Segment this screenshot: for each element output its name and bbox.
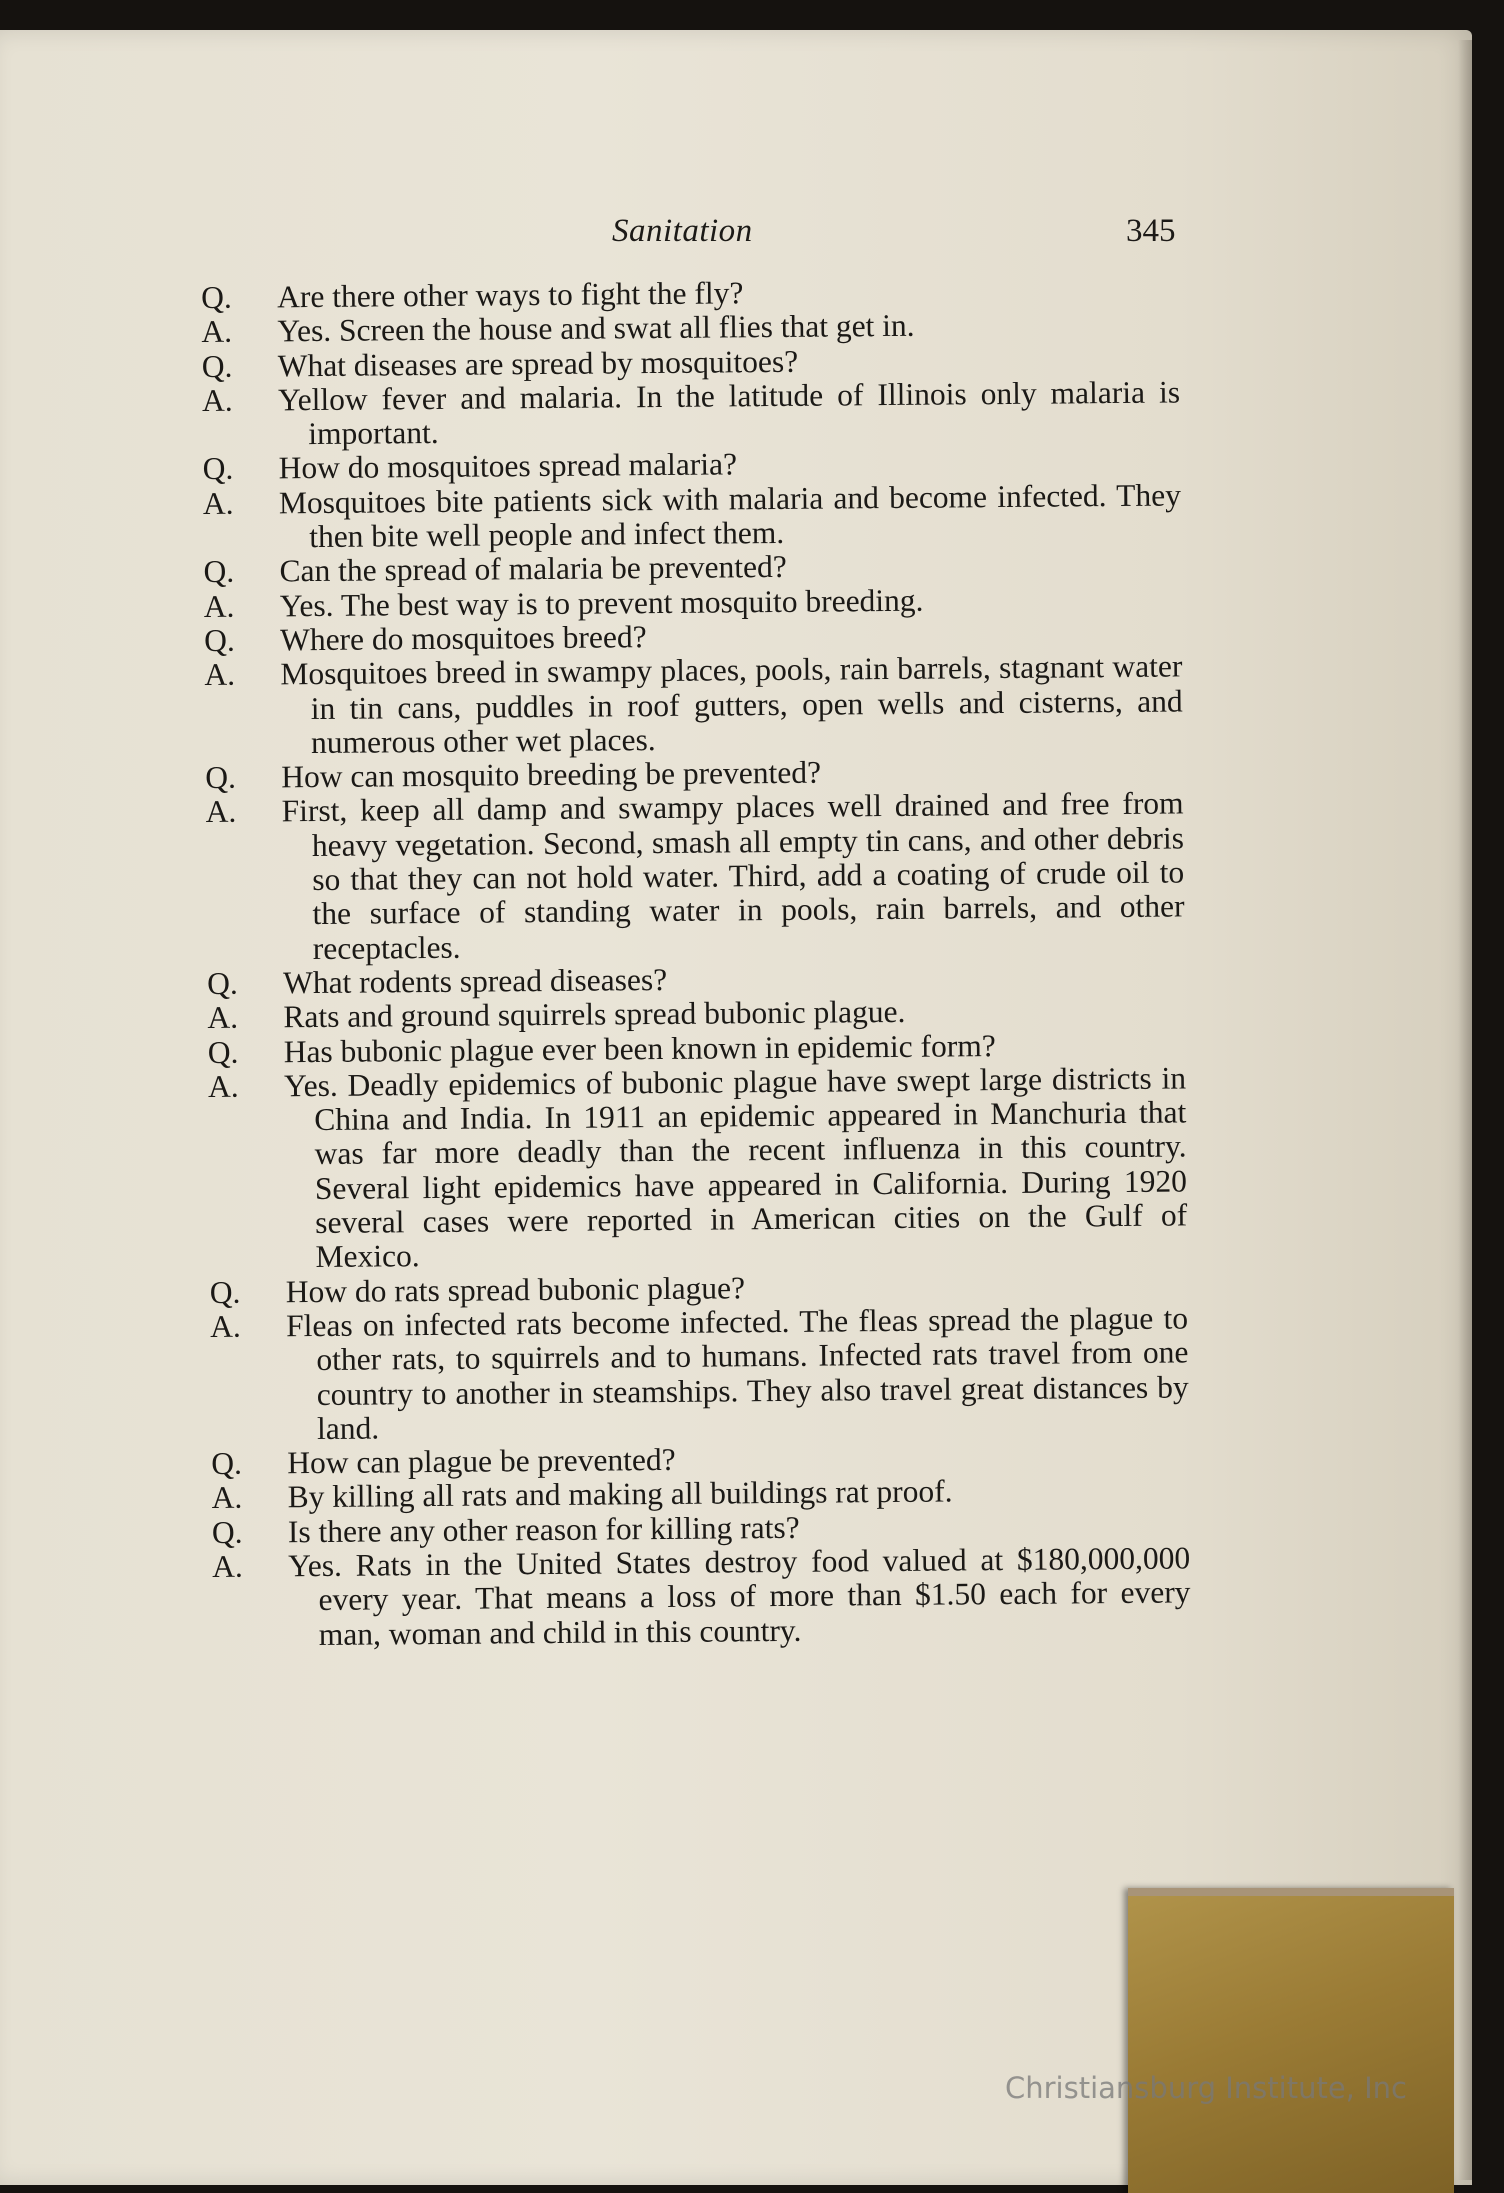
entry-label: A. [207, 1068, 239, 1104]
entry-label: Q. [200, 279, 232, 315]
entry-text: Is there any other reason for killing rats? [287, 1509, 800, 1549]
watermark: Christiansburg Institute, Inc [1005, 2071, 1407, 2105]
entry-text: Mosquitoes breed in swampy places, pools, rain barrels, stagnant water in tin cans, puddles in roof gutters, open wells and cisterns, and numerous other wet places. [280, 648, 1183, 760]
entry-label: Q. [205, 759, 237, 796]
entry-text: By killing all rats and making all buildings rat proof. [287, 1473, 953, 1515]
entry-text: Yes. Rats in the United States destroy food valued at $180,000,000 every year. That means a loss of more than $1.50 each for every man, woman and child in this country. [288, 1540, 1191, 1652]
entry-text: Yellow fever and malaria. In the latitude of Illinois only malaria is important. [277, 374, 1181, 452]
entry-text: Fleas on infected rats become infected. The fleas spread the plague to other rats, to squirrels and to humans. Infected rats travel from one country to another in steamships. They also travel great distances by land. [285, 1300, 1189, 1446]
entry-label: Q. [203, 622, 235, 658]
answer-entry [204, 650, 1183, 761]
entry-label: Q. [209, 1274, 241, 1310]
entry-text: How do mosquitoes spread malaria? [278, 446, 738, 486]
entry-label: A. [211, 1480, 243, 1516]
entry-label: A. [207, 999, 239, 1036]
answer-entry [208, 1061, 1188, 1275]
running-head: Sanitation [612, 213, 753, 249]
answer-entry [210, 1301, 1189, 1447]
entry-text: Yes. Deadly epidemics of bubonic plague have swept large districts in China and India. In 1911 an epidemic appeared in Manchuria that was far more deadly than the recent influenza in this country. Several light epidemics have appeared in California. During 1920 several cases were reported in American cities on the Gulf of Mexico. [283, 1060, 1188, 1275]
entry-label: Q. [211, 1514, 243, 1550]
entry-label: A. [201, 314, 233, 350]
page-edge-shadow [1458, 40, 1472, 2180]
entry-label: A. [204, 656, 236, 693]
entry-label: Q. [206, 965, 238, 1001]
entry-text: What diseases are spread by mosquitoes? [277, 343, 799, 383]
entry-label: Q. [201, 348, 233, 384]
answer-entry [203, 478, 1182, 555]
entry-text: Has bubonic plague ever been known in epidemic form? [283, 1027, 996, 1069]
entry-text: Are there other ways to fight the fly? [276, 275, 744, 315]
answer-entry [212, 1541, 1191, 1652]
entry-text: Rats and ground squirrels spread bubonic plague. [283, 994, 906, 1035]
entry-label: Q. [211, 1445, 243, 1482]
entry-text: How do rats spread bubonic plague? [285, 1269, 746, 1309]
answer-entry [205, 787, 1184, 967]
answer-entry [202, 375, 1181, 452]
brass-bookend [1128, 1888, 1454, 2193]
entry-text: How can mosquito breeding be prevented? [281, 754, 822, 795]
entry-label: A. [212, 1548, 243, 1584]
entry-label: Q. [202, 451, 234, 487]
entry-label: A. [202, 485, 234, 521]
qa-list [201, 272, 1191, 1652]
entry-text: What rodents spread diseases? [282, 961, 668, 1001]
entry-text: Where do mosquitoes breed? [279, 619, 647, 658]
entry-text: How can plague be prevented? [287, 1441, 676, 1481]
entry-label: Q. [203, 554, 235, 590]
entry-text: Yes. The best way is to prevent mosquito breeding. [279, 582, 924, 623]
entry-text: First, keep all damp and swampy places well drained and free from heavy vegetation. Second, smash all empty tin cans, and other debris so that they can not hold water. Third, add a coating of crude oil to the surface of standing water in pools, rain barrels, and other receptacles. [281, 785, 1185, 966]
entry-text: Can the spread of malaria be prevented? [279, 549, 787, 589]
entry-label: A. [209, 1308, 241, 1344]
entry-label: A. [201, 382, 233, 418]
entry-text: Mosquitoes bite patients sick with malaria and become infected. They then bite well people and infect them. [278, 477, 1182, 555]
page-number: 345 [1126, 213, 1176, 249]
entry-label: A. [205, 794, 237, 830]
entry-label: A. [203, 588, 235, 624]
page-header [0, 213, 1472, 261]
entry-label: Q. [207, 1034, 239, 1070]
entry-text: Yes. Screen the house and swat all flies that get in. [277, 308, 915, 349]
